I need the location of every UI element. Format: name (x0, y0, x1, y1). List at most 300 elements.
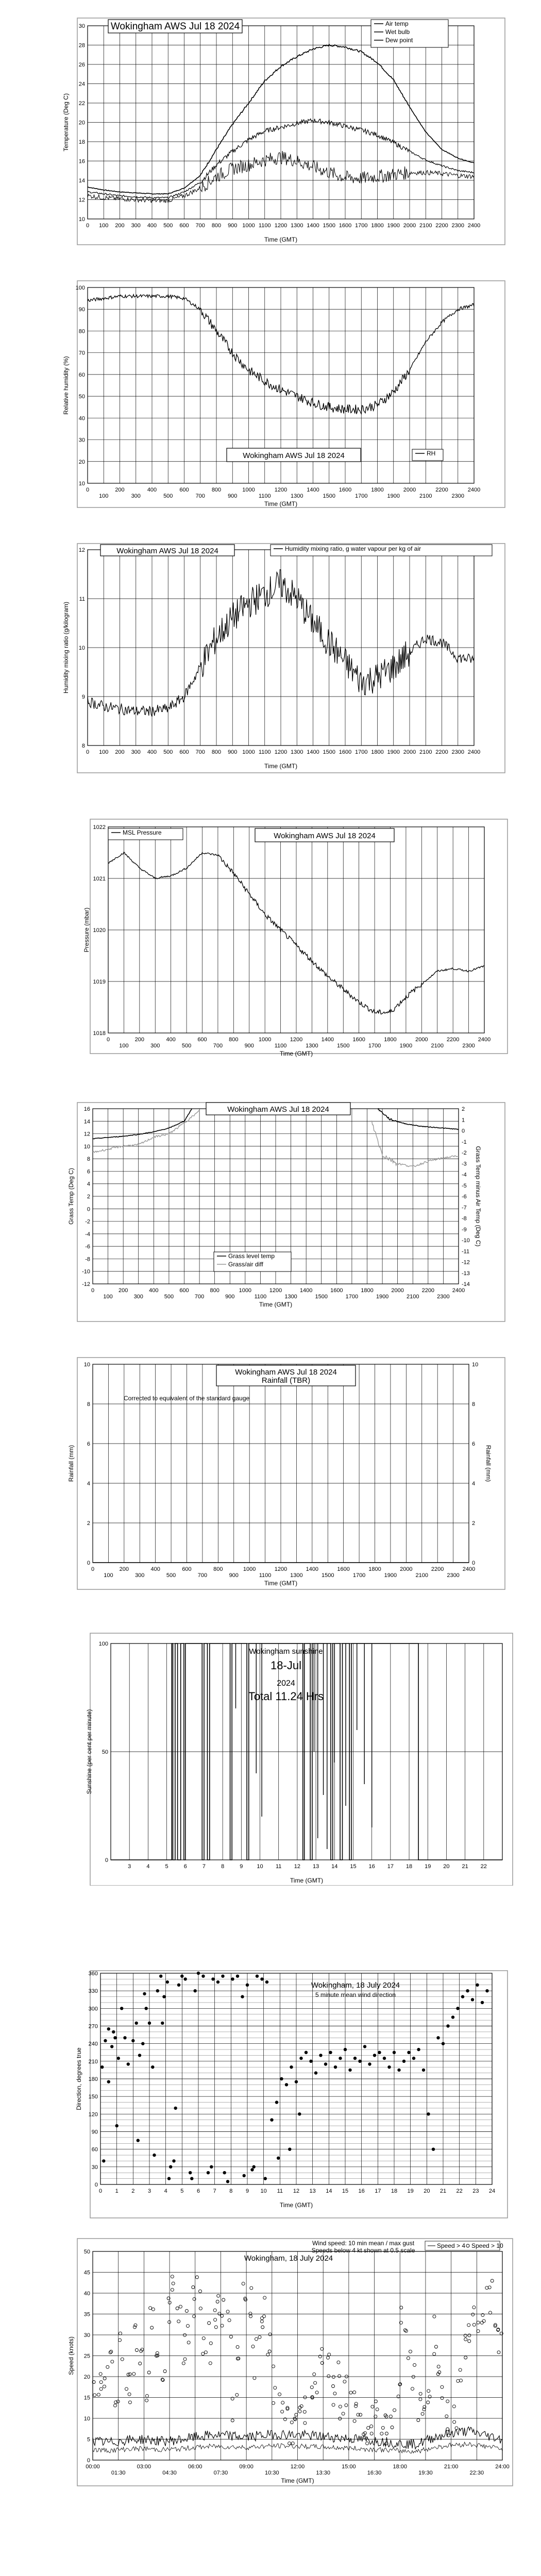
y-tick-label: 80 (78, 328, 85, 335)
x-tick-label: 300 (131, 749, 141, 755)
x-tick-label: 200 (115, 749, 125, 755)
direction-point (207, 2171, 210, 2174)
x-tick-label: 1000 (242, 749, 255, 755)
direction-point (231, 1977, 234, 1980)
chart-title: Wokingham AWS Jul 18 2024 (235, 1368, 337, 1377)
y2-tick-label: -13 (462, 1270, 470, 1277)
y-tick-label: 360 (88, 1971, 98, 1977)
x-tick-label: 1000 (258, 1037, 272, 1043)
x-tick-label: 800 (229, 1037, 239, 1043)
y2-tick-label: -12 (462, 1259, 470, 1266)
x-tick-label: 400 (147, 487, 157, 493)
x-tick-label: 100 (119, 1043, 129, 1049)
y-tick-label: 50 (78, 394, 85, 400)
y-tick-label: 45 (83, 2269, 90, 2276)
legend-label: MSL Pressure (123, 829, 162, 836)
x-tick-label: 2300 (451, 223, 464, 229)
legend-label: Grass/air diff (228, 1261, 263, 1268)
y-tick-label: 30 (83, 2332, 90, 2338)
x-tick-label: 2000 (403, 487, 416, 493)
y-tick-label: 12 (78, 197, 85, 204)
y-tick-label: 14 (78, 178, 85, 184)
x-tick-label: 700 (213, 1043, 223, 1049)
x-tick-label: 17 (375, 2188, 381, 2194)
x-tick-label: 15:00 (342, 2464, 356, 2470)
direction-point (446, 2024, 449, 2027)
chart-subtitle: Rainfall (TBR) (261, 1376, 311, 1385)
x-tick-label: 500 (163, 749, 173, 755)
x-tick-label: 200 (115, 223, 125, 229)
x-tick-label: 1200 (274, 223, 288, 229)
y2-tick-label: -4 (462, 1172, 467, 1178)
x-tick-label: 00:00 (86, 2464, 100, 2470)
x-tick-label: 14 (331, 1863, 338, 1870)
x-axis-label: Time (GMT) (264, 236, 298, 243)
air-temperature-chart (0, 10, 541, 252)
x-tick-label: 2100 (419, 493, 432, 499)
y-axis-label: Temperature (Deg C) (62, 93, 70, 151)
x-tick-label: 2400 (467, 487, 481, 493)
x-tick-label: 1800 (368, 1566, 381, 1572)
x-tick-label: 2400 (467, 749, 481, 755)
direction-point (264, 2177, 267, 2180)
direction-point (397, 2069, 400, 2072)
direction-point (277, 2157, 280, 2160)
direction-point (288, 2148, 291, 2151)
y2-tick-label: -8 (462, 1215, 467, 1222)
y2-tick-label: 4 (472, 1481, 476, 1487)
y-tick-label: 2 (87, 1520, 90, 1527)
y2-tick-label: 1 (462, 1117, 465, 1124)
x-tick-label: 2000 (391, 1287, 404, 1294)
y-tick-label: -8 (85, 1256, 90, 1263)
x-tick-label: 2200 (431, 1566, 444, 1572)
x-tick-label: 1600 (337, 1566, 350, 1572)
direction-point (223, 2171, 226, 2174)
x-tick-label: 19:30 (418, 2470, 433, 2476)
x-tick-label: 1300 (290, 1572, 303, 1579)
y-tick-label: 10 (78, 481, 85, 487)
y-tick-label: 15 (83, 2395, 90, 2401)
x-tick-label: 1900 (387, 749, 400, 755)
x-tick-label: 0 (86, 487, 90, 493)
direction-point (295, 2080, 298, 2083)
legend-label: Speed > 10 (471, 2242, 503, 2249)
x-tick-label: 400 (166, 1037, 176, 1043)
y-tick-label: 0 (87, 1206, 90, 1213)
y-axis-label: Grass Temp (Deg C) (67, 1168, 75, 1225)
x-tick-label: 2200 (421, 1287, 435, 1294)
y-tick-label: 1019 (93, 979, 106, 985)
x-tick-label: 100 (103, 1294, 113, 1300)
grass-temperature-chart (0, 1082, 541, 1324)
x-tick-label: 12:00 (290, 2464, 305, 2470)
x-tick-label: 1800 (384, 1037, 397, 1043)
x-tick-label: 500 (163, 493, 173, 499)
x-axis-label: Time (GMT) (290, 1877, 324, 1884)
x-tick-label: 11 (277, 2188, 283, 2194)
y-tick-label: 100 (98, 1641, 108, 1647)
direction-point (148, 2022, 151, 2025)
x-tick-label: 900 (228, 749, 238, 755)
rain-annotation: Corrected to equivalent of the standard gauge (124, 1395, 250, 1402)
direction-point (485, 1989, 488, 1992)
x-tick-label: 2100 (419, 223, 432, 229)
x-tick-label: 18 (405, 1863, 413, 1870)
x-tick-label: 1 (115, 2188, 119, 2194)
x-tick-label: 9 (245, 2188, 249, 2194)
y-tick-label: 16 (78, 158, 85, 165)
y-tick-label: 240 (88, 2041, 98, 2047)
direction-point (211, 1977, 214, 1980)
y2-tick-label: 0 (462, 1128, 465, 1134)
x-tick-label: 01:30 (111, 2470, 126, 2476)
y-tick-label: 100 (75, 285, 85, 291)
chart-title: Wokingham AWS Jul 18 2024 (116, 547, 218, 555)
direction-point (115, 2124, 119, 2127)
x-tick-label: 700 (195, 493, 205, 499)
x-tick-label: 1400 (306, 1566, 319, 1572)
x-tick-label: 1300 (306, 1043, 318, 1049)
x-tick-label: 1000 (242, 223, 255, 229)
x-axis-label: Time (GMT) (281, 2477, 314, 2484)
direction-point (402, 2060, 405, 2063)
x-tick-label: 600 (179, 1287, 189, 1294)
x-tick-label: 1500 (323, 223, 335, 229)
y-tick-label: 50 (102, 1749, 108, 1755)
y-tick-label: 8 (87, 1401, 90, 1408)
direction-point (466, 1989, 469, 1992)
x-tick-label: 20 (424, 2188, 430, 2194)
x-tick-label: 300 (133, 1294, 143, 1300)
direction-point (194, 1989, 197, 1992)
x-tick-label: 0 (91, 1287, 95, 1294)
x-tick-label: 1600 (339, 487, 352, 493)
legend-label: Grass level temp (228, 1252, 275, 1260)
x-tick-label: 1200 (274, 1566, 288, 1572)
y-tick-label: 40 (83, 2291, 90, 2297)
x-tick-label: 200 (119, 1566, 129, 1572)
sunshine-total: Total 11.24 Hrs (248, 1690, 324, 1703)
x-tick-label: 0 (86, 223, 90, 229)
x-tick-label: 3 (128, 1863, 131, 1870)
direction-point (137, 2139, 140, 2142)
direction-point (393, 2051, 396, 2054)
direction-point (120, 2007, 123, 2010)
x-tick-label: 07:30 (213, 2470, 228, 2476)
x-tick-label: 500 (163, 223, 173, 229)
direction-point (226, 2180, 229, 2183)
x-tick-label: 1400 (299, 1287, 313, 1294)
y-tick-label: 22 (78, 100, 85, 107)
x-tick-label: 600 (182, 1566, 192, 1572)
y-axis-label: Pressure (mbar) (83, 907, 90, 953)
y-tick-label: 0 (94, 2182, 98, 2188)
legend-label: Wet bulb (385, 28, 410, 36)
x-tick-label: 13 (312, 1863, 319, 1870)
x-tick-label: 1300 (291, 749, 303, 755)
direction-point (324, 2062, 327, 2065)
x-tick-label: 22:30 (469, 2470, 484, 2476)
direction-point (305, 2051, 308, 2054)
x-tick-label: 900 (225, 1294, 235, 1300)
x-tick-label: 1800 (361, 1287, 374, 1294)
x-tick-label: 2300 (462, 1043, 475, 1049)
direction-point (353, 2057, 357, 2060)
x-tick-label: 1100 (274, 1043, 287, 1049)
y-tick-label: 60 (78, 371, 85, 378)
direction-point (387, 2065, 391, 2069)
x-tick-label: 1600 (330, 1287, 343, 1294)
x-tick-label: 10 (260, 2188, 267, 2194)
direction-point (241, 1995, 244, 1998)
x-tick-label: 1300 (291, 493, 303, 499)
y-tick-label: 0 (87, 1560, 90, 1566)
x-tick-label: 2300 (451, 493, 464, 499)
x-tick-label: 900 (229, 1572, 239, 1579)
y-tick-label: 6 (87, 1168, 90, 1175)
x-tick-label: 15 (350, 1863, 357, 1870)
x-tick-label: 11 (276, 1863, 282, 1870)
y-tick-label: 25 (83, 2353, 90, 2360)
direction-point (270, 2119, 273, 2122)
direction-point (344, 2048, 347, 2051)
direction-point (246, 1984, 249, 1987)
x-tick-label: 7 (202, 1863, 206, 1870)
y2-tick-label: -5 (462, 1182, 467, 1189)
direction-point (174, 2107, 177, 2110)
x-tick-label: 600 (179, 487, 189, 493)
y2-tick-label: -1 (462, 1139, 467, 1145)
direction-point (117, 2057, 120, 2060)
y2-tick-label: 2 (472, 1520, 476, 1527)
x-tick-label: 2200 (446, 1037, 460, 1043)
x-tick-label: 1400 (321, 1037, 334, 1043)
x-tick-label: 1000 (242, 487, 255, 493)
y2-tick-label: -6 (462, 1194, 467, 1200)
direction-point (358, 2060, 361, 2063)
x-tick-label: 22 (456, 2188, 463, 2194)
direction-point (236, 1975, 239, 1978)
x-tick-label: 400 (150, 1566, 160, 1572)
x-tick-label: 16 (368, 1863, 375, 1870)
direction-point (432, 2148, 435, 2151)
x-axis-label: Time (GMT) (264, 1580, 298, 1587)
x-tick-label: 5 (180, 2188, 184, 2194)
direction-point (461, 1995, 464, 1998)
direction-point (180, 1975, 183, 1978)
x-tick-label: 2300 (447, 1572, 460, 1579)
direction-point (256, 1975, 259, 1978)
direction-point (243, 2174, 246, 2177)
direction-point (436, 2036, 439, 2039)
y2-tick-label: -9 (462, 1226, 467, 1233)
x-axis-label: Time (GMT) (264, 762, 298, 770)
y-tick-label: 10 (83, 1143, 90, 1150)
y-tick-label: 8 (81, 743, 85, 749)
y-tick-label: 30 (78, 437, 85, 444)
x-tick-label: 2300 (451, 749, 464, 755)
x-tick-label: 1400 (307, 223, 319, 229)
x-tick-label: 2100 (407, 1294, 419, 1300)
x-tick-label: 2200 (435, 487, 448, 493)
x-tick-label: 1400 (307, 487, 319, 493)
x-tick-label: 2100 (419, 749, 432, 755)
y-tick-label: 12 (83, 1131, 90, 1138)
y-axis-label: Speed (knots) (67, 2336, 75, 2375)
x-tick-label: 1700 (355, 493, 368, 499)
x-tick-label: 4 (164, 2188, 167, 2194)
x-tick-label: 2400 (478, 1037, 491, 1043)
chart-title: Wokingham AWS Jul 18 2024 (274, 832, 376, 840)
y-tick-label: 30 (91, 2164, 98, 2171)
direction-point (184, 1977, 187, 1980)
direction-point (363, 2045, 366, 2048)
direction-point (110, 2045, 113, 2048)
x-tick-label: 400 (147, 223, 157, 229)
y-tick-label: 18 (78, 139, 85, 145)
y-tick-label: 35 (83, 2311, 90, 2318)
direction-point (280, 2077, 283, 2080)
direction-point (216, 1980, 219, 1984)
x-tick-label: 1500 (323, 749, 335, 755)
x-tick-label: 09:00 (239, 2464, 253, 2470)
x-tick-label: 2100 (415, 1572, 428, 1579)
y-tick-label: -6 (85, 1244, 90, 1250)
x-tick-label: 21 (462, 1863, 468, 1870)
direction-point (145, 2007, 148, 2010)
direction-point (169, 2165, 172, 2168)
x-tick-label: 24 (488, 2188, 496, 2194)
direction-point (334, 2065, 337, 2069)
direction-point (143, 1992, 146, 1995)
x-tick-label: 19 (407, 2188, 414, 2194)
y-tick-label: 20 (83, 2374, 90, 2380)
wind-direction-subtitle: 5 minute mean wind direction (315, 1991, 396, 1998)
direction-point (422, 2069, 425, 2072)
wind-speed-subtitle: Wind speed: 10 min mean / max gust (312, 2240, 415, 2247)
y-axis-label: Relative humidity (%) (62, 356, 70, 415)
y-axis-label: Sunshine (per cent per minute) (86, 1709, 93, 1794)
y-tick-label: 1018 (93, 1030, 106, 1037)
y-tick-label: 0 (105, 1857, 108, 1863)
y-tick-label: 210 (88, 2058, 98, 2065)
direction-point (100, 2065, 104, 2069)
y-tick-label: 9 (81, 694, 85, 700)
x-axis-label: Time (GMT) (264, 500, 298, 507)
y-tick-label: 6 (87, 1441, 90, 1447)
y-tick-label: 300 (88, 2006, 98, 2012)
x-tick-label: 1800 (371, 223, 384, 229)
x-tick-label: 1500 (337, 1043, 350, 1049)
direction-point (131, 2039, 134, 2042)
x-tick-label: 1100 (254, 1294, 267, 1300)
y-axis-label: Humidity mixing ratio (g/kilogram) (62, 601, 70, 694)
y2-tick-label: -7 (462, 1205, 467, 1211)
y-tick-label: -4 (85, 1231, 90, 1238)
x-tick-label: 800 (210, 1287, 219, 1294)
x-axis-label: Time (GMT) (259, 1301, 293, 1308)
y-tick-label: 120 (88, 2111, 98, 2118)
x-tick-label: 13 (309, 2188, 316, 2194)
direction-point (368, 2062, 371, 2065)
x-tick-label: 8 (221, 1863, 225, 1870)
x-tick-label: 12 (294, 1863, 301, 1870)
y-axis-label: Rainfall (mm) (67, 1445, 75, 1482)
y2-tick-label: 8 (472, 1401, 476, 1408)
y2-tick-label: -3 (462, 1161, 467, 1167)
x-axis-label: Time (GMT) (279, 1050, 313, 1057)
y2-tick-label: -14 (462, 1281, 470, 1287)
chart-title: Wokingham AWS Jul 18 2024 (110, 21, 240, 32)
x-tick-label: 900 (228, 493, 238, 499)
y-tick-label: 16 (83, 1106, 90, 1112)
x-tick-label: 800 (211, 749, 222, 755)
y-tick-label: 150 (88, 2094, 98, 2100)
x-tick-label: 14 (326, 2188, 332, 2194)
y-tick-label: 20 (78, 459, 85, 465)
direction-point (260, 1977, 263, 1980)
x-tick-label: 1700 (355, 223, 368, 229)
x-tick-label: 600 (179, 749, 189, 755)
x-tick-label: 2000 (403, 749, 416, 755)
x-tick-label: 1900 (376, 1294, 389, 1300)
x-tick-label: 20 (443, 1863, 450, 1870)
direction-point (172, 2159, 175, 2162)
x-tick-label: 16 (358, 2188, 365, 2194)
y-tick-label: 10 (78, 645, 85, 651)
sunshine-title: Wokingham sunshine (249, 1647, 323, 1656)
x-tick-label: 04:30 (162, 2470, 177, 2476)
direction-point (102, 2159, 105, 2162)
direction-point (252, 2165, 256, 2168)
direction-point (373, 2054, 376, 2057)
y-tick-label: 50 (83, 2249, 90, 2255)
y-tick-label: 90 (78, 307, 85, 313)
x-tick-label: 200 (118, 1287, 128, 1294)
x-tick-label: 7 (213, 2188, 216, 2194)
x-tick-label: 500 (166, 1572, 176, 1579)
direction-point (481, 2001, 484, 2004)
x-tick-label: 2400 (462, 1566, 476, 1572)
y-tick-label: 4 (87, 1481, 90, 1487)
y-tick-label: 24 (78, 81, 85, 88)
legend-label: Dew point (385, 37, 413, 44)
y-tick-label: -12 (82, 1281, 90, 1287)
x-tick-label: 10 (257, 1863, 263, 1870)
y-tick-label: 12 (78, 547, 85, 553)
direction-point (112, 2030, 115, 2033)
chart-title: Wokingham AWS Jul 18 2024 (227, 1105, 329, 1114)
direction-point (151, 2065, 154, 2069)
y-tick-label: 11 (79, 596, 85, 602)
y-tick-label: 20 (78, 120, 85, 126)
x-tick-label: 600 (179, 223, 189, 229)
x-tick-label: 1800 (371, 487, 384, 493)
y-tick-label: -2 (85, 1218, 90, 1225)
direction-point (275, 2100, 278, 2104)
x-tick-label: 18 (391, 2188, 398, 2194)
pressure-chart (0, 814, 541, 1061)
x-tick-label: 0 (86, 749, 90, 755)
x-tick-label: 700 (195, 223, 205, 229)
x-tick-label: 8 (229, 2188, 233, 2194)
direction-point (329, 2051, 332, 2054)
x-tick-label: 4 (146, 1863, 150, 1870)
x-tick-label: 10:30 (265, 2470, 279, 2476)
y-tick-label: 2 (87, 1194, 90, 1200)
wind-direction-title: Wokingham, 18 July 2024 (311, 1981, 400, 1990)
